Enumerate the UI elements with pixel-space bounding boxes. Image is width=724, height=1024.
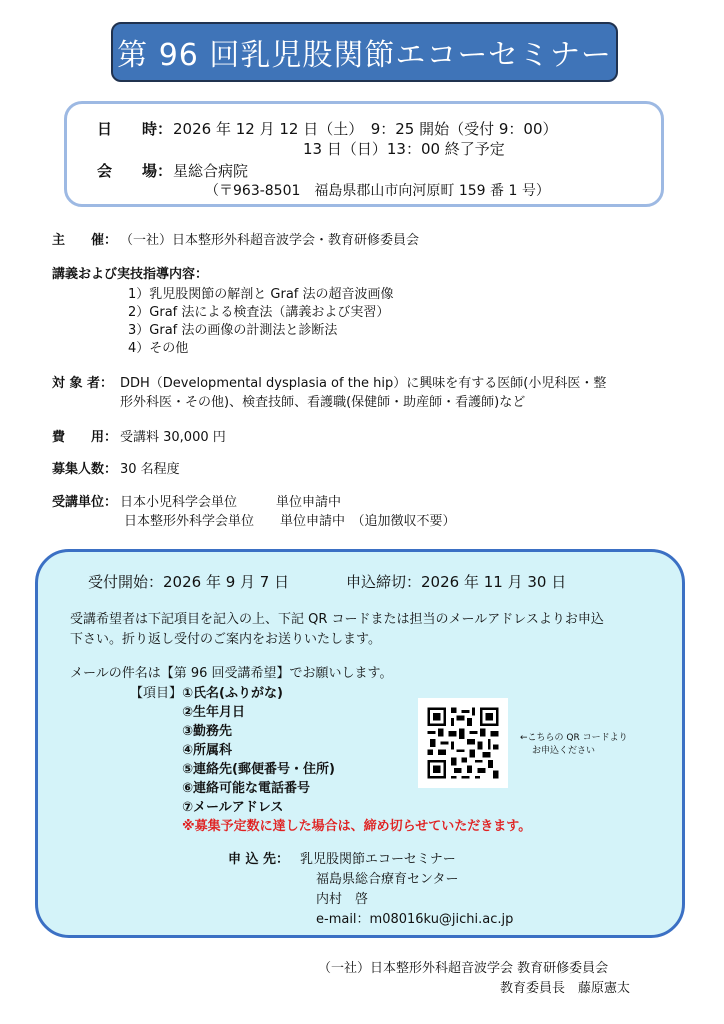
qr-code-graphic — [425, 705, 501, 781]
schedule-box — [64, 101, 664, 207]
organizer-value: （一社）日本整形外科超音波学会・教育研修委員会 — [120, 233, 420, 248]
footer-chair: 教育委員長 藤原憲太 — [500, 981, 631, 996]
application-box — [35, 549, 685, 938]
item-phone: ⑥連絡可能な電話番号 — [182, 781, 311, 796]
capacity-label: 募集人数： — [52, 462, 118, 477]
content-item-4: 4）その他 — [128, 341, 189, 356]
date-label: 日 時： — [97, 120, 173, 138]
fee-value: 受講料 30,000 円 — [120, 430, 226, 445]
items-label: 【項目】 — [130, 686, 183, 701]
qr-note-line-2: お申込ください — [532, 746, 596, 756]
contact-line-2: 福島県総合療育センター — [316, 872, 459, 887]
page-title: 第 96 回乳児股関節エコーセミナー — [111, 22, 618, 82]
item-email: ⑦メールアドレス — [182, 800, 284, 815]
fee-label: 費 用： — [52, 430, 118, 445]
content-item-3: 3）Graf 法の画像の計測法と診断法 — [128, 323, 338, 338]
application-start: 受付開始：2026 年 9 月 7 日 — [88, 573, 290, 591]
contact-email[interactable]: e-mail：m08016ku@jichi.ac.jp — [316, 912, 514, 927]
application-deadline: 申込締切：2026 年 11 月 30 日 — [346, 573, 567, 591]
warning-note: ※募集予定数に達した場合は、締め切らせていただきます。 — [182, 819, 532, 834]
target-line-2: 形外科医・その他)、検査技師、看護職(保健師・助産師・看護師)など — [120, 395, 526, 410]
intro-line-1: 受講希望者は下記項目を記入の上、下記 QR コードまたは担当のメールアドレスよりお申込 — [70, 612, 604, 627]
credits-line-2: 日本整形外科学会単位 単位申請中 （追加徴収不要） — [124, 514, 456, 529]
qr-note-line-1: ←こちらの QR コードより — [520, 733, 628, 743]
capacity-value: 30 名程度 — [120, 462, 180, 477]
credits-line-1: 日本小児科学会単位 単位申請中 — [120, 495, 342, 510]
qr-code-icon[interactable] — [418, 698, 508, 788]
footer-organization: （一社）日本整形外科超音波学会 教育研修委員会 — [318, 961, 609, 976]
subject-note: メールの件名は【第 96 回受講希望】でお願いします。 — [70, 666, 393, 681]
venue-address: （〒963-8501 福島県郡山市向河原町 159 番 1 号） — [205, 183, 550, 199]
item-name: ①氏名(ふりがな) — [182, 686, 283, 701]
content-item-2: 2）Graf 法による検査法（講義および実習） — [128, 305, 390, 320]
organizer-label: 主 催： — [52, 233, 118, 248]
credits-label: 受講単位： — [52, 495, 118, 510]
item-department: ④所属科 — [182, 743, 233, 758]
target-label: 対 象 者： — [52, 376, 114, 391]
intro-line-2: 下さい。折り返し受付のご案内をお送りいたします。 — [70, 632, 381, 647]
target-line-1: DDH（Developmental dysplasia of the hip）に興味を有する医師(小児科医・整 — [120, 376, 607, 391]
venue-label: 会 場： — [97, 162, 173, 180]
contact-label: 申 込 先： — [228, 852, 290, 867]
content-label: 講義および実技指導内容： — [52, 267, 209, 282]
content-item-1: 1）乳児股関節の解剖と Graf 法の超音波画像 — [128, 287, 394, 302]
date-line-2: 13 日（日）13：00 終了予定 — [303, 140, 505, 158]
venue-name: 星総合病院 — [173, 162, 249, 180]
date-line-1: 2026 年 12 月 12 日（土） 9：25 開始（受付 9：00） — [173, 120, 558, 138]
contact-line-3: 内村 啓 — [316, 892, 369, 907]
item-address: ⑤連絡先(郵便番号・住所) — [182, 762, 335, 777]
item-birthdate: ②生年月日 — [182, 705, 246, 720]
item-workplace: ③勤務先 — [182, 724, 233, 739]
contact-line-1: 乳児股関節エコーセミナー — [300, 852, 456, 867]
